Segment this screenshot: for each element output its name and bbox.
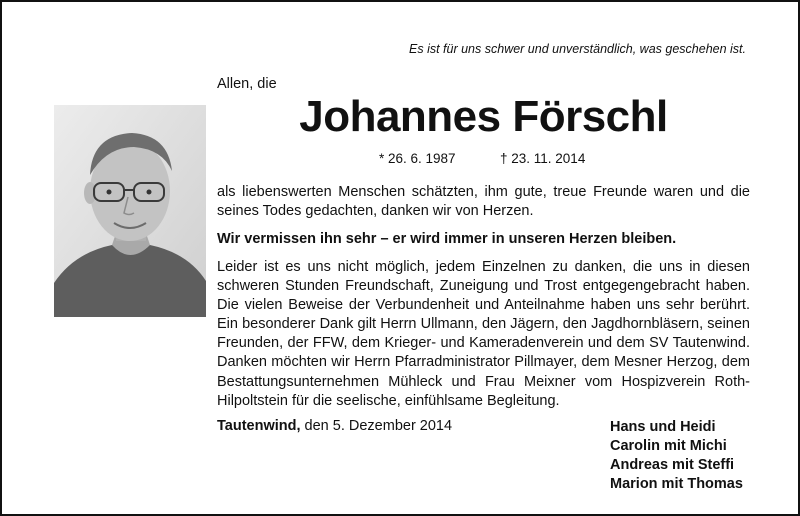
death-date: † 23. 11. 2014: [500, 151, 586, 166]
deceased-name: Johannes Förschl: [299, 92, 668, 141]
signer: Andreas mit Steffi: [610, 457, 735, 473]
remembrance-line: Wir vermissen ihn sehr – er wird immer in unseren Herzen bleiben.: [217, 231, 677, 247]
birth-date: * 26. 6. 1987: [379, 151, 456, 166]
signer: Marion mit Thomas: [610, 476, 743, 492]
portrait-photo: [54, 105, 206, 317]
thanks-paragraph: als liebenswerten Menschen schätzten, ihm gute, treue Freunde waren und die seines Todes gedachten, danken wir von Herzen.: [217, 184, 750, 220]
opening-quote: Es ist für uns schwer und unverständlich, was geschehen ist.: [409, 42, 746, 56]
acknowledgements-paragraph: Leider ist es uns nicht möglich, jedem Einzelnen zu danken, die uns in diesen schweren Stunden Freundschaft, Zuneigung und Trost entgegengebracht haben. Die vielen Beweise der Verbundenheit und Anteilnahme haben uns sehr berührt. Ein besonderer Dank gilt Herrn Ullmann, den Jägern, den Jagdhornbläsern, seinen Freunden, der FFW, dem Krieger- und Kameradenverein und dem SV Tautenwind. Danken möchten wir Herrn Pfarradministrator Pillmayer, dem Mesner Herzog, dem Bestattungsunternehmen Mühleck und Frau Meixner vom Hospizverein Roth-Hilpoltstein für die seelische, einfühlsame Begleitung.: [217, 259, 750, 409]
place-date-line: [217, 418, 452, 434]
signers-list: [610, 418, 743, 494]
signer: Hans und Heidi: [610, 419, 716, 435]
portrait-illustration: [54, 105, 206, 317]
place: Tautenwind,: [217, 418, 301, 434]
signer: Carolin mit Michi: [610, 438, 727, 454]
date: den 5. Dezember 2014: [300, 418, 453, 434]
intro-text: Allen, die: [217, 76, 277, 92]
